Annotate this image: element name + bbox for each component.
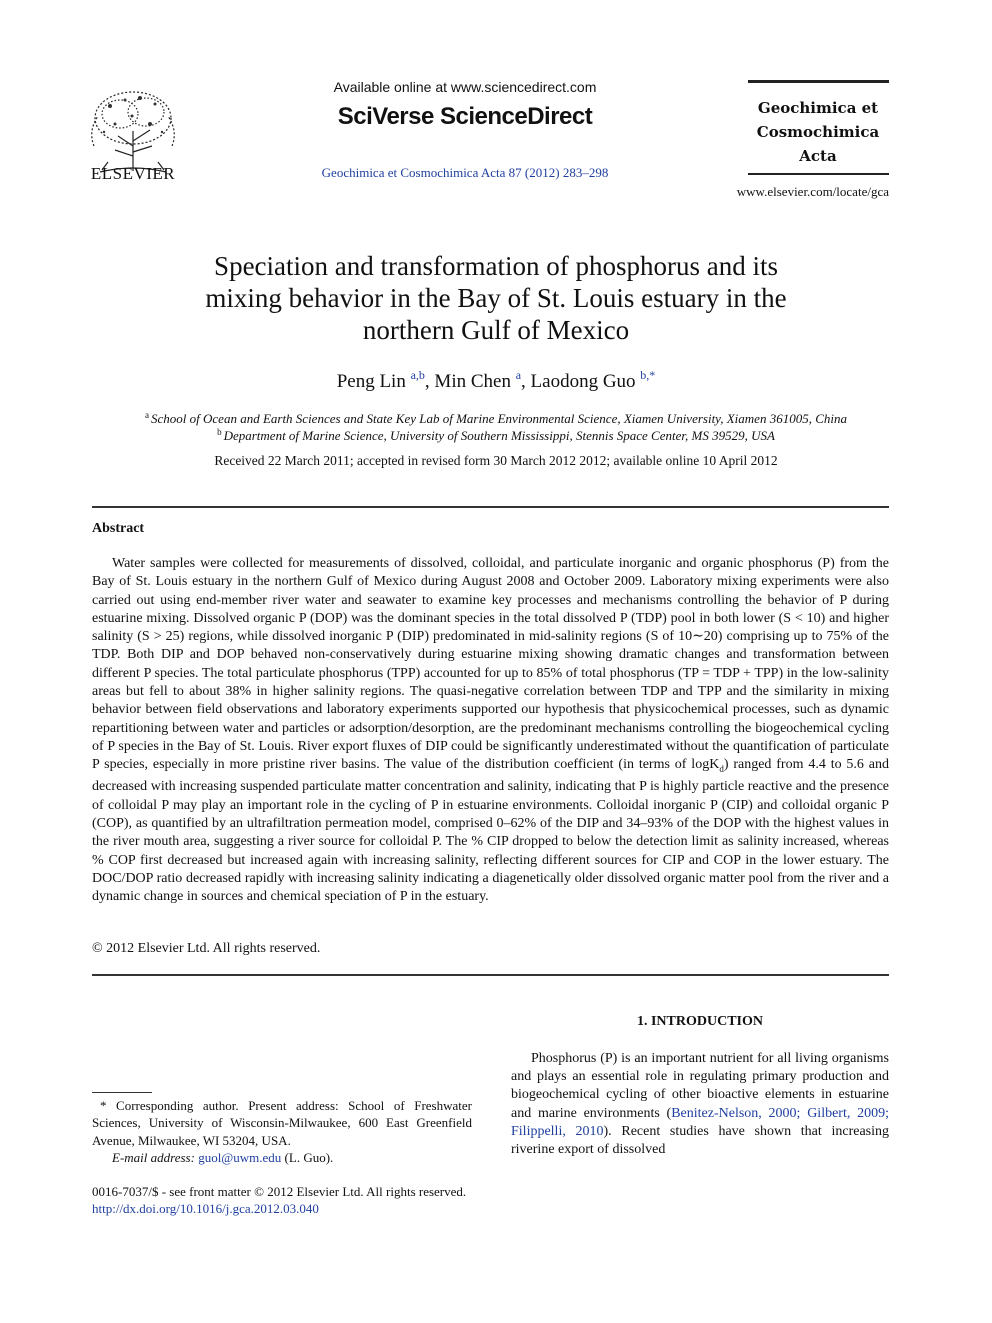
email-label: E-mail address: <box>112 1149 195 1165</box>
author-list <box>100 368 892 393</box>
author-name: Peng Lin <box>336 371 406 392</box>
publisher-logo-text: ELSEVIER <box>90 164 176 183</box>
author-separator: , <box>424 371 435 392</box>
abstract-subscript: d <box>719 764 724 775</box>
email-link[interactable]: guol@uwm.edu <box>198 1149 282 1165</box>
journal-title-line: Geochimica et <box>757 99 879 117</box>
abstract-text-part: ) ranged from 4.4 to 5.6 and decreased with increasing suspended particulate matter concentration and salinity, indicating that P is highly particle reactive and the presence of colloidal P may play an important role in the cycling of P in estuarine environments. Colloidal inorganic P (CIP) and colloidal organic P (COP), as quantified by an ultrafiltration permeation model, comprised 0–62% of the DIP and 34–93% of the DOP with the highest values in the river mouth area, suggesting a river source for colloidal P. The % CIP dropped to below the detection limit as salinity increased, whereas % COP first decreased but increased again with increasing salinity, reflecting different sources for CIP and COP in the lower estuary. The DOC/DOP ratio decreased rapidly with increasing salinity indicating a diagenetically older dissolved organic matter pool from the river and a dynamic change in sources and chemical speciation of P in the estuary. <box>92 757 889 905</box>
platform-logo-text: SciVerse ScienceDirect <box>337 103 593 130</box>
section-heading-introduction: 1. INTRODUCTION <box>636 1014 763 1029</box>
citation-links[interactable]: Benitez-Nelson, 2000; Gilbert, 2009; Filippelli, 2010 <box>511 1105 889 1139</box>
journal-title <box>740 96 896 168</box>
corresponding-footnote <box>92 1097 472 1166</box>
abstract-copyright: © 2012 Elsevier Ltd. All rights reserved. <box>92 941 321 956</box>
article-title <box>110 250 882 346</box>
footnote-rule <box>92 1092 152 1093</box>
author-affiliation-mark[interactable]: a,b <box>410 368 425 382</box>
affiliation-text: School of Ocean and Earth Sciences and State Key Lab of Marine Environmental Science, Xiamen University, Xiamen 361005, China <box>151 411 847 426</box>
title-line: northern Gulf of Mexico <box>362 315 630 345</box>
abstract-rule-top <box>92 506 889 508</box>
intro-text-part: Phosphorus (P) is an important nutrient for all living organisms and plays an essential role in regulating primary production and biogeochemical cycling of other bioactive elements in estuarine and marine environments ( <box>511 1051 889 1121</box>
author-affiliation-mark[interactable]: a <box>515 368 522 382</box>
author-name: Min Chen <box>434 371 511 392</box>
title-line: Speciation and transformation of phosphorus and its <box>214 251 778 281</box>
front-matter-info <box>92 1183 512 1217</box>
corresponding-author-note: * Corresponding author. Present address: School of Freshwater Sciences, University of Wisconsin-Milwaukee, 600 East Greenfield Avenue, Milwaukee, WI 53204, USA. <box>92 1098 472 1148</box>
issn-line: 0016-7037/$ - see front matter © 2012 Elsevier Ltd. All rights reserved. <box>92 1184 467 1199</box>
journal-url: www.elsevier.com/locate/gca <box>736 184 889 199</box>
journal-rule-bottom <box>748 173 889 175</box>
affiliation-text: Department of Marine Science, University of Southern Mississippi, Stennis Space Center, MS 39529, USA <box>223 428 775 443</box>
intro-text-part: ). Recent studies have shown that increasing riverine export of dissolved <box>511 1123 889 1158</box>
journal-title-line: Acta <box>799 147 837 165</box>
abstract-text <box>92 555 889 906</box>
affiliation-a <box>60 410 932 427</box>
doi-link[interactable]: http://dx.doi.org/10.1016/j.gca.2012.03.040 <box>92 1201 319 1216</box>
journal-citation-link[interactable]: Geochimica et Cosmochimica Acta 87 (2012) 283–298 <box>321 165 609 180</box>
affiliation-b <box>60 427 932 444</box>
email-line <box>92 1149 472 1166</box>
author-affiliation-mark[interactable]: b,* <box>640 368 656 382</box>
available-online: Available online at www.sciencedirect.com <box>333 79 597 95</box>
journal-title-line: Cosmochimica <box>756 123 880 141</box>
introduction-text <box>511 1050 889 1159</box>
author-name: Laodong Guo <box>530 371 636 392</box>
affiliation-mark: b <box>217 427 222 437</box>
email-suffix: (L. Guo). <box>281 1149 334 1165</box>
journal-rule-top <box>748 80 889 83</box>
abstract-heading: Abstract <box>92 521 145 536</box>
article-history: Received 22 March 2011; accepted in revised form 30 March 2012 2012; available online 10 April 2012 <box>214 453 778 468</box>
author-separator: , <box>521 371 531 392</box>
abstract-text-part: Water samples were collected for measurements of dissolved, colloidal, and particulate inorganic and organic phosphorus (P) from the Bay of St. Louis estuary in the northern Gulf of Mexico during August 2008 and October 2009. Laboratory mixing experiments were also carried out using end-member river water and seawater to examine key processes and mechanisms controlling the behavior of P during estuarine mixing. Dissolved organic P (DOP) was the dominant species in the total dissolved P (TDP) pool in both lower (S < 10) and higher salinity (S > 25) regions, while dissolved inorganic P (DIP) predominated in mid-salinity regions (S of 10∼20) comprising up to 75% of the TDP. Both DIP and DOP behaved non-conservatively during estuarine mixing showing dramatic changes and transformation between different P species. The total particulate phosphorus (TPP) accounted for up to 85% of total phosphorus (TP = TDP + TPP) in the low-salinity areas but fell to about 38% in higher salinity regions. The quasi-negative correlation between TDP and TPP and the similarity in mixing behavior between field observations and laboratory experiments supported our hypothesis that physicochemical processes, such as dynamic repartitioning between water and particles or adsorption/desorption, are the predominant mechanisms controlling the biogeochemical cycling of P species in the Bay of St. Louis. River export fluxes of DIP could be significantly underestimated without the quantification of particulate P species, especially in more pristine river basins. The value of the distribution coefficient (in terms of logK <box>92 556 889 773</box>
abstract-rule-bottom <box>92 974 889 976</box>
title-line: mixing behavior in the Bay of St. Louis estuary in the <box>205 283 787 313</box>
affiliation-mark: a <box>145 410 150 420</box>
